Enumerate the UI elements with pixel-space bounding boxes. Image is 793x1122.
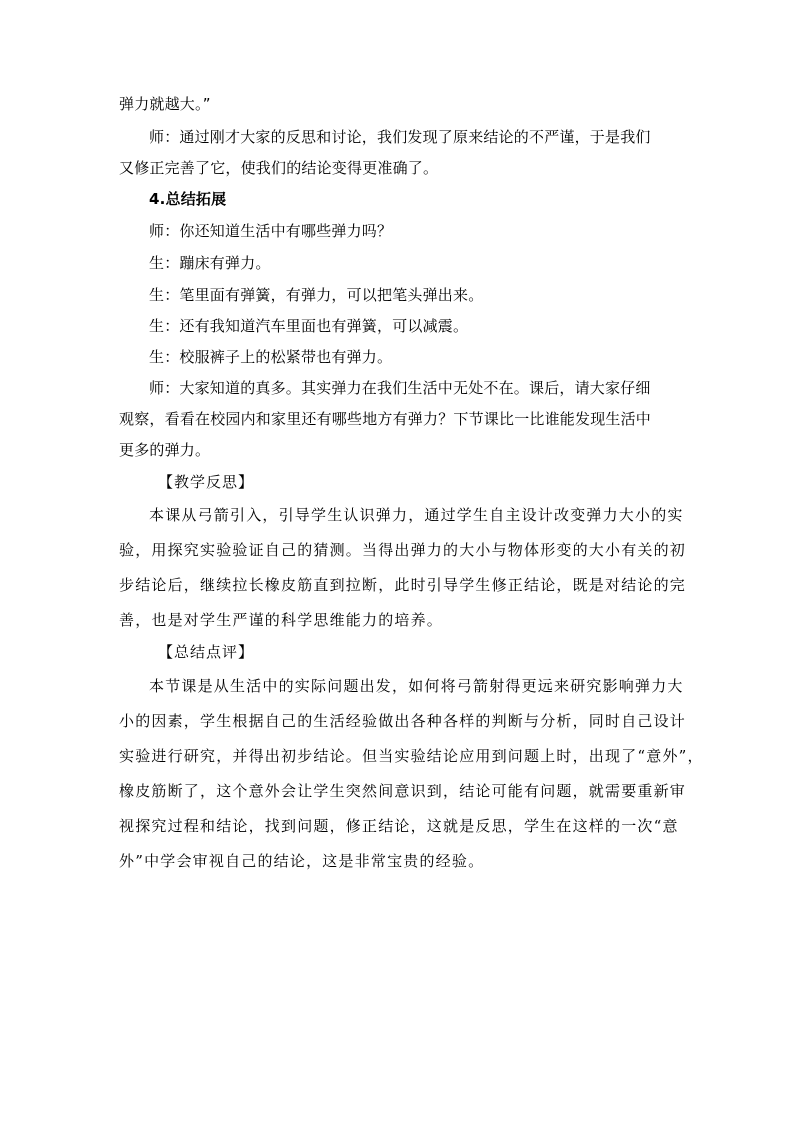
reflection-line-2: 验，用探究实验验证自己的猜测。当得出弹力的大小与物体形变的大小有关的初	[119, 541, 687, 559]
summary-line-6: 外”中学会审视自己的结论，这是非常宝贵的经验。	[119, 852, 485, 870]
reflection-heading: 【教学反思】	[158, 473, 255, 491]
dialogue-line-5: 生：校服裤子上的松紧带也有弹力。	[149, 348, 393, 366]
reflection-line-4: 善，也是对学生严谨的科学思维能力的培养。	[119, 611, 444, 629]
dialogue-line-2: 生：蹦床有弹力。	[149, 254, 271, 272]
dialogue-line-1: 师：你还知道生活中有哪些弹力吗？	[149, 222, 393, 240]
teacher-closing-line-2: 观察，看看在校园内和家里还有哪些地方有弹力？下节课比一比谁能发现生活中	[119, 410, 652, 428]
summary-line-3: 实验进行研究，并得出初步结论。但当实验结论应用到问题上时，出现了“意外”，	[119, 747, 704, 765]
reflection-line-1: 本课从弓箭引入，引导学生认识弹力，通过学生自主设计改变弹力大小的实	[149, 506, 684, 524]
section-heading: 4.总结拓展	[149, 190, 227, 208]
summary-line-5: 视探究过程和结论，找到问题，修正结论，这就是反思，学生在这样的一次“意	[119, 817, 679, 835]
summary-line-4: 橡皮筋断了，这个意外会让学生突然间意识到，结论可能有问题，就需要重新审	[119, 782, 687, 800]
teacher-conclusion-line-1: 师：通过刚才大家的反思和讨论，我们发现了原来结论的不严谨，于是我们	[149, 128, 651, 146]
dialogue-line-4: 生：还有我知道汽车里面也有弹簧，可以减震。	[149, 317, 469, 335]
summary-line-2: 小的因素，学生根据自己的生活经验做出各种各样的判断与分析，同时自己设计	[119, 712, 687, 730]
dialogue-line-3: 生：笔里面有弹簧，有弹力，可以把笔头弹出来。	[149, 286, 484, 304]
paragraph-continuation: 弹力就越大。”	[119, 95, 211, 113]
teacher-closing-line-3: 更多的弹力。	[119, 441, 211, 459]
reflection-line-3: 步结论后，继续拉长橡皮筋直到拉断，此时引导学生修正结论，既是对结论的完	[119, 576, 687, 594]
summary-heading: 【总结点评】	[158, 643, 255, 661]
teacher-closing-line-1: 师：大家知道的真多。其实弹力在我们生活中无处不在。课后，请大家仔细	[149, 379, 651, 397]
teacher-conclusion-line-2: 又修正完善了它，使我们的结论变得更准确了。	[119, 159, 439, 177]
summary-line-1: 本节课是从生活中的实际问题出发，如何将弓箭射得更远来研究影响弹力大	[149, 677, 684, 695]
